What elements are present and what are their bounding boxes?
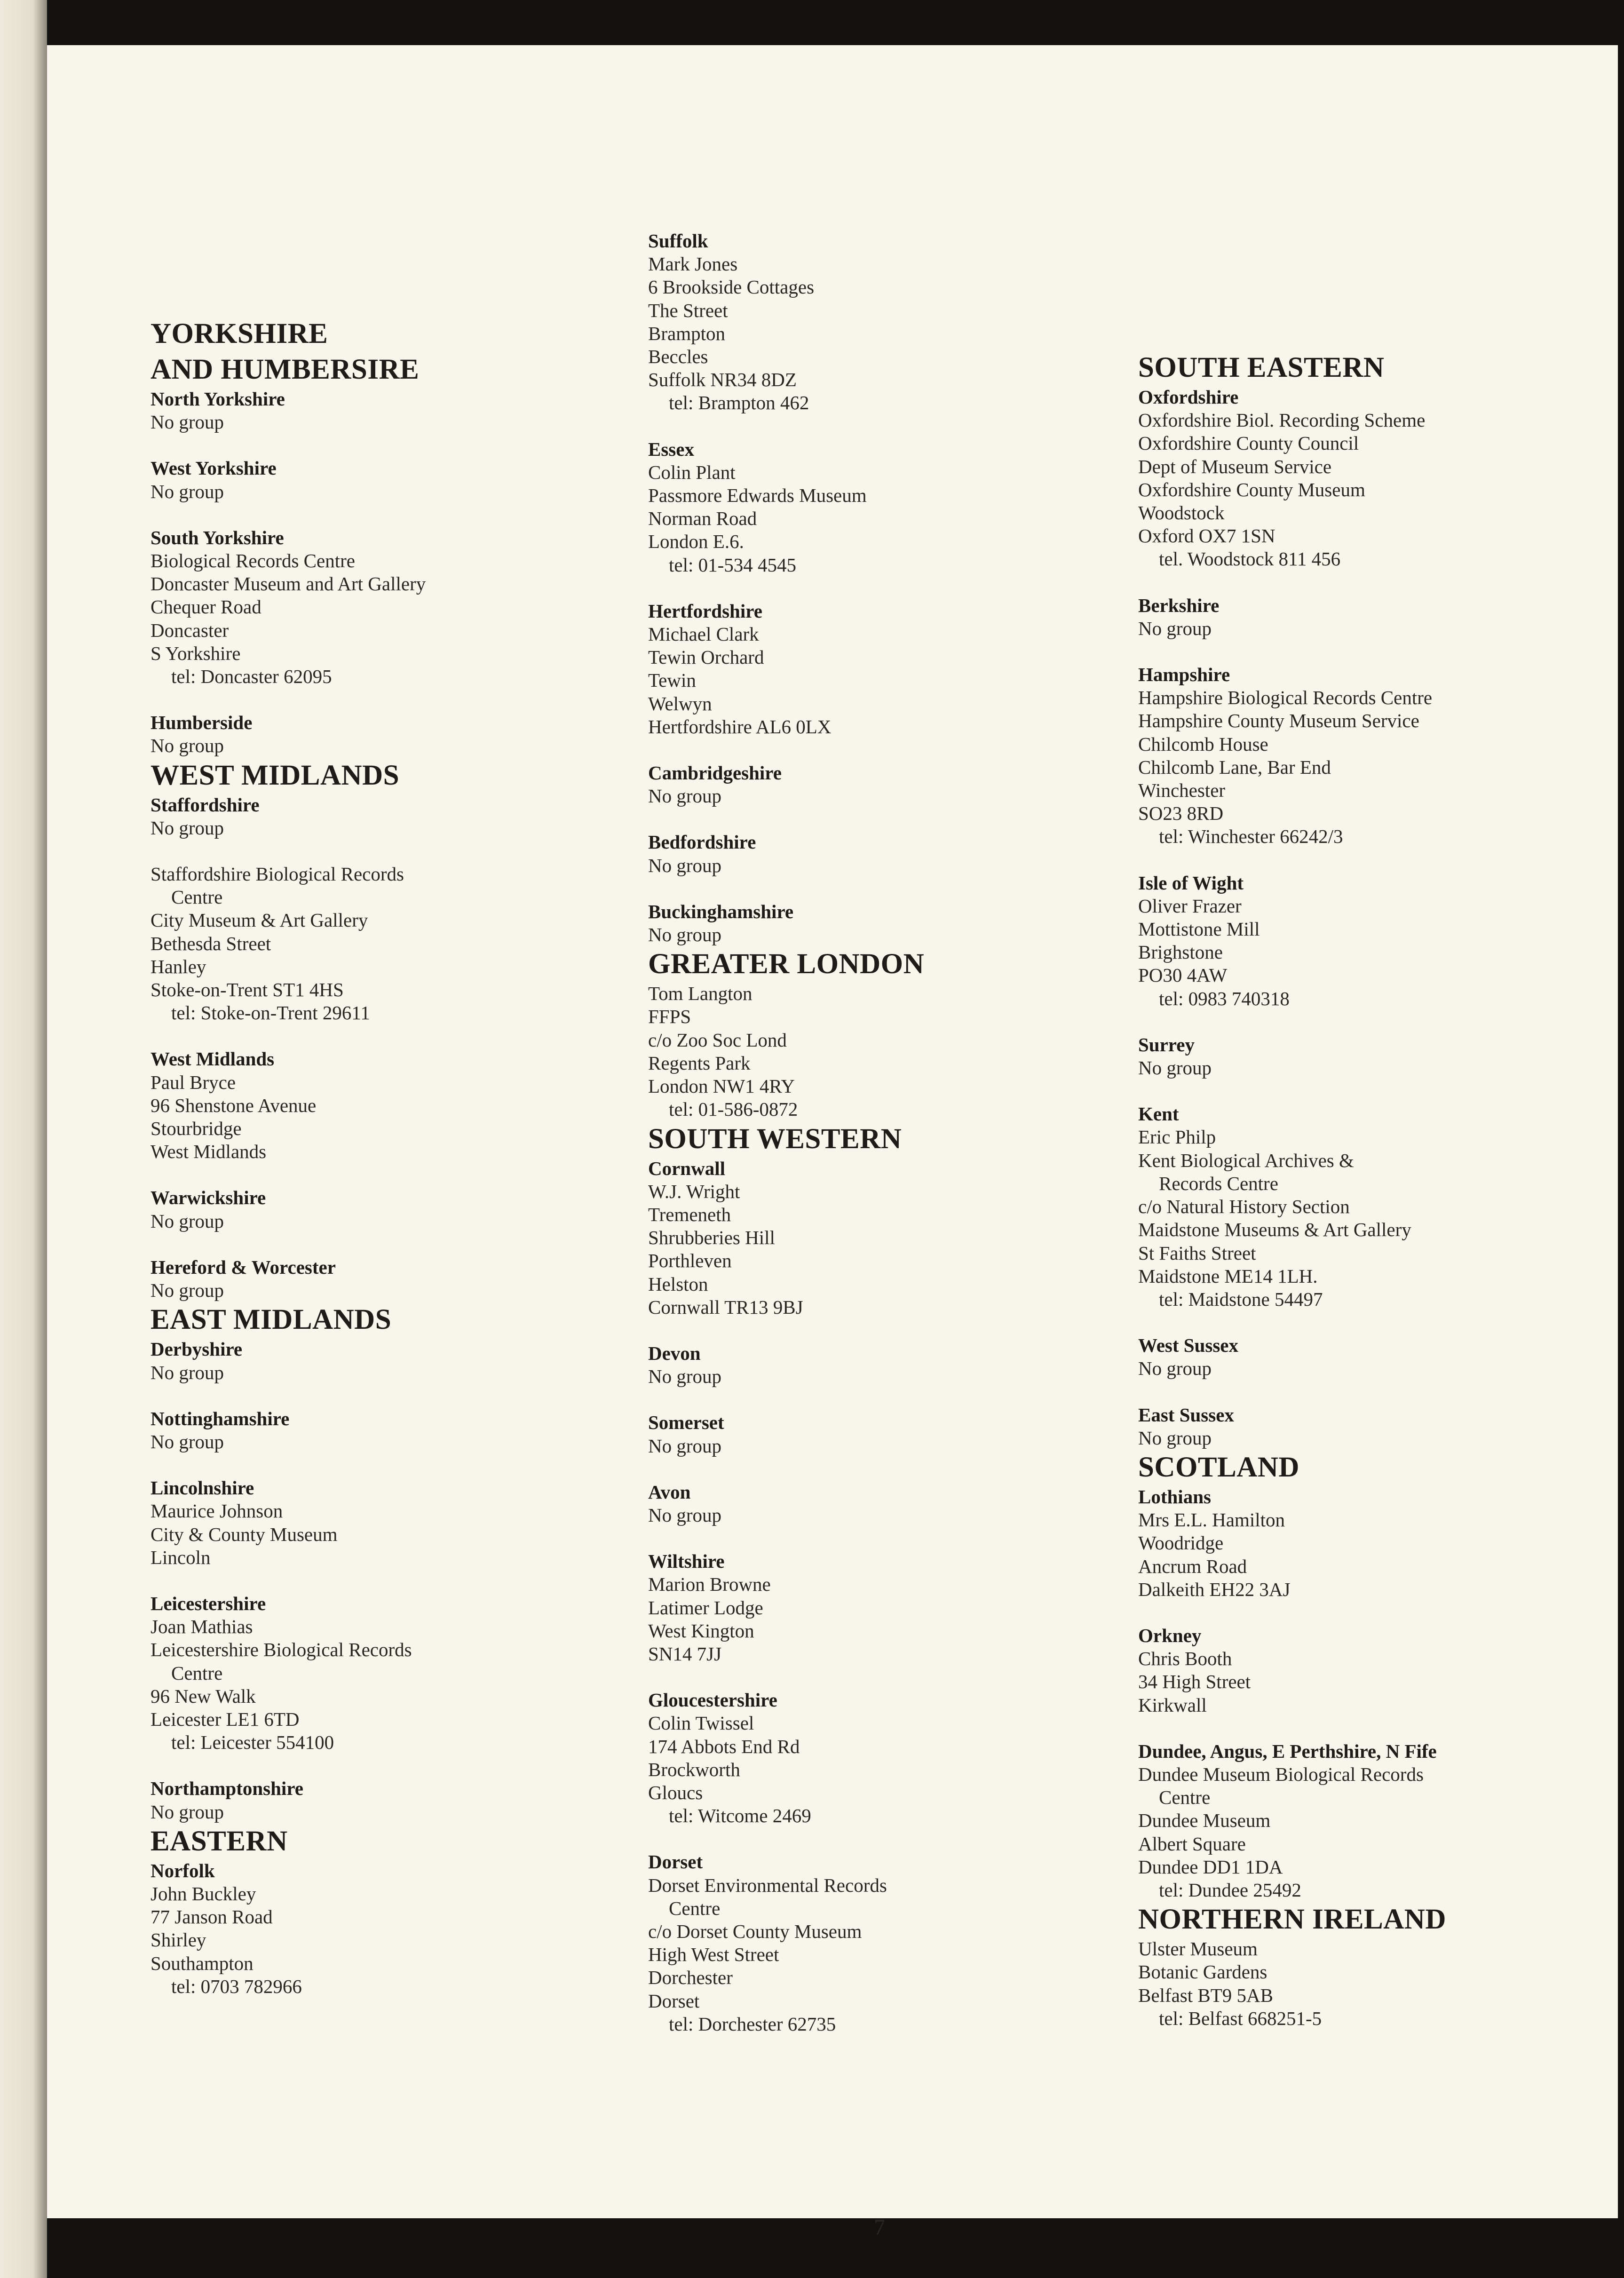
address-line: Tremeneth (648, 1203, 731, 1225)
address-line: Gloucs (648, 1781, 703, 1803)
telephone-line: tel: Dorchester 62735 (669, 2013, 836, 2035)
address-line: West Kington (648, 1619, 754, 1642)
county-name: West Yorkshire (151, 457, 277, 479)
county-entry (1138, 872, 1608, 1010)
address-line: Dalkeith EH22 3AJ (1138, 1578, 1291, 1600)
county-entry (1138, 1404, 1608, 1450)
address-line: Woodstock (1138, 502, 1225, 524)
address-line-continued: Records Centre (1159, 1172, 1278, 1194)
region-heading-line: SOUTH WESTERN (648, 1123, 902, 1155)
region-heading (151, 316, 602, 388)
address-line: SO23 8RD (1138, 802, 1224, 825)
address-line: SN14 7JJ (648, 1643, 722, 1665)
region-heading-line: SCOTLAND (1138, 1451, 1299, 1483)
county-name: Berkshire (1138, 594, 1220, 616)
county-entry (151, 1592, 602, 1754)
telephone-line: tel: Stoke-on-Trent 29611 (171, 1002, 370, 1024)
address-line: Doncaster Museum and Art Gallery (151, 573, 426, 595)
address-line: Helston (648, 1273, 708, 1295)
county-entry (648, 1157, 1100, 1319)
county-name: Staffordshire (151, 794, 260, 816)
region-heading (1138, 350, 1608, 386)
address-line: Lincoln (151, 1546, 211, 1568)
county-entry (1138, 1937, 1608, 2030)
address-line: c/o Natural History Section (1138, 1196, 1350, 1218)
county-entry (648, 438, 1100, 577)
address-line: Chilcomb House (1138, 733, 1268, 755)
address-line: John Buckley (151, 1882, 256, 1905)
address-line: Chilcomb Lane, Bar End (1138, 756, 1331, 778)
address-line: Staffordshire Biological Records (151, 863, 404, 885)
entry-spacer (1138, 640, 1608, 663)
address-line: No group (648, 924, 722, 946)
address-line: No group (648, 1365, 722, 1388)
county-entry (1138, 1485, 1608, 1601)
county-name: Dorset (648, 1851, 703, 1873)
county-entry (1138, 663, 1608, 849)
address-line: Dundee Museum Biological Records (1138, 1763, 1424, 1785)
county-name: Avon (648, 1481, 691, 1503)
address-line: No group (151, 1279, 224, 1302)
address-line: Chequer Road (151, 596, 261, 618)
region-heading-line: AND HUMBERSIRE (151, 354, 420, 385)
county-entry (648, 1411, 1100, 1457)
address-line: Kent Biological Archives & (1138, 1149, 1354, 1171)
telephone-line: tel: 0983 740318 (1159, 987, 1290, 1009)
entry-spacer (648, 1388, 1100, 1411)
address-line: Leicestershire Biological Records (151, 1639, 412, 1661)
county-name: Hertfordshire (648, 600, 762, 622)
address-line: Oliver Frazer (1138, 895, 1242, 917)
address-line: Shirley (151, 1929, 206, 1951)
entry-spacer (151, 1163, 602, 1186)
address-line: Belfast BT9 5AB (1138, 1984, 1273, 2006)
address-line: Dundee DD1 1DA (1138, 1856, 1283, 1878)
county-entry (648, 1481, 1100, 1527)
entry-spacer (1138, 1381, 1608, 1404)
address-line: FFPS (648, 1006, 691, 1028)
entry-spacer (1138, 1311, 1608, 1334)
address-line: Tom Langton (648, 983, 753, 1005)
address-line: Southampton (151, 1952, 254, 1974)
address-line: Winchester (1138, 779, 1226, 802)
county-entry (1138, 1624, 1608, 1717)
county-name: Lincolnshire (151, 1477, 254, 1499)
entry-spacer (151, 1569, 602, 1592)
county-entry (1138, 1103, 1608, 1311)
county-entry (151, 863, 602, 1024)
address-line: Mrs E.L. Hamilton (1138, 1509, 1285, 1531)
address-line: Tewin (648, 669, 696, 691)
region-heading-line: YORKSHIRE (151, 318, 328, 349)
county-name: Orkney (1138, 1624, 1202, 1646)
address-line: Colin Plant (648, 461, 736, 483)
telephone-line: tel: Dundee 25492 (1159, 1879, 1301, 1901)
address-line: Dundee Museum (1138, 1810, 1271, 1832)
county-name: North Yorkshire (151, 388, 285, 410)
address-line: Norman Road (648, 508, 757, 530)
address-line: No group (1138, 1357, 1212, 1380)
address-line-continued: Centre (1159, 1786, 1211, 1809)
address-line: Mark Jones (648, 253, 738, 275)
county-name: Hampshire (1138, 664, 1230, 686)
county-entry (648, 831, 1100, 877)
county-entry (151, 388, 602, 434)
address-line: Passmore Edwards Museum (648, 484, 867, 507)
address-line: Hampshire Biological Records Centre (1138, 687, 1433, 709)
address-line: S Yorkshire (151, 642, 241, 664)
address-line: Bethesda Street (151, 932, 271, 954)
region-heading-line: GREATER LONDON (648, 948, 925, 980)
telephone-line: tel: Winchester 66242/3 (1159, 825, 1343, 848)
address-line: Albert Square (1138, 1833, 1246, 1855)
column-middle (648, 230, 1100, 2036)
county-entry (648, 1850, 1100, 2036)
address-line-continued: Centre (171, 886, 223, 908)
address-line: No group (151, 1361, 224, 1383)
entry-spacer (1138, 571, 1608, 594)
region-heading (151, 1824, 602, 1859)
address-line: c/o Dorset County Museum (648, 1920, 862, 1942)
address-line: Oxfordshire Biol. Recording Scheme (1138, 409, 1426, 431)
telephone-line: tel. Woodstock 811 456 (1159, 548, 1341, 570)
county-name: Buckinghamshire (648, 900, 794, 922)
entry-spacer (151, 688, 602, 711)
county-entry (648, 600, 1100, 738)
entry-spacer (648, 808, 1100, 831)
address-line: No group (151, 1210, 224, 1232)
telephone-line: tel: Leicester 554100 (171, 1731, 334, 1754)
county-entry (151, 526, 602, 688)
county-entry (648, 982, 1100, 1121)
county-name: West Sussex (1138, 1334, 1239, 1357)
county-name: Derbyshire (151, 1338, 243, 1360)
county-name: Gloucestershire (648, 1689, 777, 1711)
address-line: No group (648, 854, 722, 876)
county-name: Devon (648, 1342, 701, 1364)
county-name: Nottinghamshire (151, 1407, 290, 1429)
entry-spacer (648, 1458, 1100, 1481)
telephone-line: tel: Maidstone 54497 (1159, 1288, 1323, 1310)
county-name: South Yorkshire (151, 526, 284, 548)
address-line: No group (151, 480, 224, 502)
county-name: West Midlands (151, 1048, 275, 1070)
address-line: London E.6. (648, 531, 744, 553)
region-heading-line: EASTERN (151, 1825, 288, 1857)
county-name: Cornwall (648, 1157, 725, 1179)
address-line: Beccles (648, 346, 708, 368)
county-name: Leicestershire (151, 1592, 266, 1614)
entry-spacer (1138, 1079, 1608, 1103)
address-line: City & County Museum (151, 1523, 338, 1545)
county-name: Hereford & Worcester (151, 1256, 336, 1278)
address-line: Suffolk NR34 8DZ (648, 369, 797, 391)
column-left (151, 316, 602, 1998)
county-name: Lothians (1138, 1485, 1211, 1508)
address-line: Dept of Museum Service (1138, 455, 1332, 477)
county-entry (151, 1338, 602, 1384)
address-line: Mottistone Mill (1138, 918, 1260, 940)
region-heading (151, 1302, 602, 1338)
county-entry (1138, 1334, 1608, 1380)
address-line: Stourbridge (151, 1118, 242, 1140)
county-entry (151, 1476, 602, 1569)
address-line: Stoke-on-Trent ST1 4HS (151, 979, 344, 1001)
address-line: Marion Browne (648, 1573, 771, 1595)
telephone-line: tel: 01-534 4545 (669, 554, 797, 576)
entry-spacer (151, 434, 602, 457)
address-line-continued: Centre (171, 1662, 223, 1684)
telephone-line: tel: Witcome 2469 (669, 1805, 811, 1827)
address-line: Woodridge (1138, 1532, 1224, 1554)
county-name: Oxfordshire (1138, 386, 1239, 408)
address-line: Brampton (648, 322, 725, 344)
address-line-continued: Centre (669, 1897, 721, 1919)
entry-spacer (648, 738, 1100, 762)
region-heading-line: NORTHERN IRELAND (1138, 1904, 1446, 1936)
address-line: Oxfordshire County Museum (1138, 478, 1365, 500)
address-line: Kirkwall (1138, 1694, 1207, 1716)
address-line: London NW1 4RY (648, 1075, 795, 1097)
address-line: Regents Park (648, 1052, 751, 1074)
county-entry (151, 1186, 602, 1232)
entry-spacer (151, 503, 602, 526)
entry-spacer (151, 1024, 602, 1048)
region-heading (1138, 1450, 1608, 1485)
address-line: Tewin Orchard (648, 646, 764, 668)
address-line: Dorchester (648, 1967, 733, 1989)
entry-spacer (648, 877, 1100, 900)
county-entry (1138, 1740, 1608, 1902)
address-line: No group (648, 1435, 722, 1457)
address-line: Shrubberies Hill (648, 1227, 775, 1249)
address-line: City Museum & Art Gallery (151, 909, 368, 931)
address-line: Dorset Environmental Records (648, 1874, 887, 1896)
address-line: Eric Philp (1138, 1126, 1216, 1148)
address-line: Hampshire County Museum Service (1138, 710, 1419, 732)
address-line: Joan Mathias (151, 1616, 253, 1638)
entry-spacer (648, 1827, 1100, 1850)
address-line: High West Street (648, 1944, 779, 1966)
region-heading (1138, 1902, 1608, 1937)
county-name: Surrey (1138, 1033, 1195, 1056)
column-right (1138, 350, 1608, 2030)
address-line: Dorset (648, 1990, 700, 2012)
region-heading-line: EAST MIDLANDS (151, 1304, 392, 1336)
address-line: Leicester LE1 6TD (151, 1708, 300, 1730)
county-entry (151, 457, 602, 503)
address-line: Ancrum Road (1138, 1555, 1247, 1577)
address-line: 77 Janson Road (151, 1906, 273, 1928)
county-entry (151, 711, 602, 757)
county-entry (648, 1689, 1100, 1827)
address-line: Oxford OX7 1SN (1138, 525, 1275, 547)
entry-spacer (1138, 1010, 1608, 1033)
address-line: No group (1138, 1057, 1212, 1079)
address-line: No group (648, 785, 722, 807)
entry-spacer (1138, 1601, 1608, 1624)
address-line: W.J. Wright (648, 1180, 740, 1202)
binding-edge (0, 0, 47, 2278)
county-entry (151, 1407, 602, 1453)
address-line: 34 High Street (1138, 1671, 1251, 1693)
county-name: Northamptonshire (151, 1778, 303, 1800)
region-heading (151, 758, 602, 794)
county-name: Wiltshire (648, 1550, 725, 1572)
region-heading-line: SOUTH EASTERN (1138, 352, 1385, 383)
address-line: Brockworth (648, 1758, 740, 1780)
address-line: PO30 4AW (1138, 964, 1228, 986)
address-line: 174 Abbots End Rd (648, 1735, 800, 1757)
document-page (47, 45, 1618, 2240)
address-line: Oxfordshire County Council (1138, 432, 1359, 454)
address-line: Hanley (151, 955, 206, 977)
entry-spacer (648, 1319, 1100, 1342)
address-line: No group (151, 1801, 224, 1823)
county-entry (1138, 1033, 1608, 1079)
address-line: Brighstone (1138, 941, 1223, 963)
telephone-line: tel: Belfast 668251-5 (1159, 2007, 1322, 2029)
entry-spacer (648, 1666, 1100, 1689)
entry-spacer (648, 415, 1100, 438)
address-line: St Faiths Street (1138, 1242, 1256, 1264)
county-name: Warwickshire (151, 1187, 266, 1209)
county-entry (648, 762, 1100, 808)
address-line: Ulster Museum (1138, 1938, 1258, 1960)
county-entry (151, 794, 602, 840)
address-line: Doncaster (151, 619, 229, 641)
county-name: Somerset (648, 1412, 724, 1434)
county-entry (648, 1342, 1100, 1388)
entry-spacer (151, 1384, 602, 1407)
county-name: East Sussex (1138, 1404, 1234, 1426)
county-entry (151, 1256, 602, 1302)
address-line: Cornwall TR13 9BJ (648, 1296, 803, 1318)
county-entry (1138, 386, 1608, 571)
address-line: No group (151, 817, 224, 839)
address-line: Latimer Lodge (648, 1596, 763, 1619)
address-line: Paul Bryce (151, 1071, 236, 1093)
entry-spacer (151, 1453, 602, 1476)
county-entry (648, 230, 1100, 415)
address-line: Maurice Johnson (151, 1500, 283, 1522)
region-heading (648, 1121, 1100, 1157)
page-number: 7 (874, 2215, 885, 2240)
address-line: Porthleven (648, 1250, 732, 1272)
address-line: Biological Records Centre (151, 550, 355, 572)
county-entry (648, 1550, 1100, 1666)
county-name: Suffolk (648, 230, 708, 252)
address-line: No group (151, 411, 224, 433)
address-line: Maidstone Museums & Art Gallery (1138, 1219, 1411, 1241)
address-line: 96 Shenstone Avenue (151, 1094, 317, 1116)
address-line: The Street (648, 299, 728, 321)
entry-spacer (151, 1754, 602, 1777)
address-line: Colin Twissel (648, 1712, 754, 1734)
telephone-line: tel: 01-586-0872 (669, 1098, 798, 1120)
county-entry (151, 1777, 602, 1823)
county-entry (151, 1859, 602, 1998)
address-line: Maidstone ME14 1LH. (1138, 1265, 1318, 1287)
county-entry (151, 1048, 602, 1163)
county-name: Norfolk (151, 1859, 215, 1881)
county-name: Cambridgeshire (648, 762, 782, 784)
address-line: Chris Booth (1138, 1648, 1232, 1670)
address-line: Welwyn (648, 692, 712, 714)
address-line: 96 New Walk (151, 1685, 256, 1707)
address-line: No group (151, 1430, 224, 1453)
entry-spacer (151, 1233, 602, 1256)
region-heading (648, 946, 1100, 982)
county-entry (648, 900, 1100, 946)
telephone-line: tel: Brampton 462 (669, 392, 809, 414)
address-line: Hertfordshire AL6 0LX (648, 715, 832, 738)
address-line: No group (151, 735, 224, 757)
county-name: Dundee, Angus, E Perthshire, N Fife (1138, 1740, 1437, 1762)
address-line: 6 Brookside Cottages (648, 276, 815, 298)
county-name: Humberside (151, 712, 253, 734)
telephone-line: tel: Doncaster 62095 (171, 666, 332, 688)
entry-spacer (648, 1527, 1100, 1550)
county-entry (1138, 594, 1608, 640)
address-line: West Midlands (151, 1141, 267, 1163)
entry-spacer (648, 577, 1100, 600)
address-line: No group (1138, 617, 1212, 639)
address-line: Michael Clark (648, 623, 759, 645)
county-name: Essex (648, 438, 694, 460)
entry-spacer (1138, 849, 1608, 872)
entry-spacer (151, 840, 602, 863)
region-heading-line: WEST MIDLANDS (151, 759, 400, 791)
county-name: Bedfordshire (648, 831, 756, 853)
county-name: Kent (1138, 1103, 1179, 1125)
entry-spacer (1138, 1717, 1608, 1740)
address-line: Botanic Gardens (1138, 1961, 1268, 1983)
address-line: No group (648, 1504, 722, 1526)
address-line: c/o Zoo Soc Lond (648, 1029, 787, 1051)
address-line: No group (1138, 1427, 1212, 1449)
telephone-line: tel: 0703 782966 (171, 1975, 302, 1997)
county-name: Isle of Wight (1138, 872, 1244, 894)
